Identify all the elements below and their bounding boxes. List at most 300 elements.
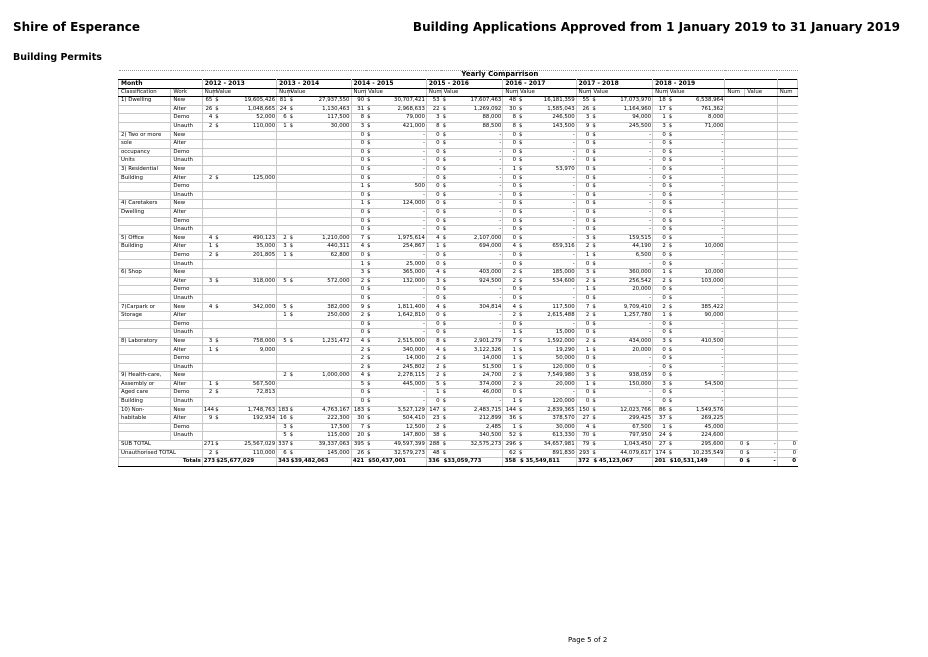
value-cell xyxy=(441,440,503,449)
currency-sign: $ xyxy=(442,415,446,422)
num-header: Num xyxy=(503,88,518,97)
num-cell: 48 xyxy=(503,97,518,106)
value-cell xyxy=(441,363,503,372)
value-cell xyxy=(288,440,351,449)
value-cell xyxy=(214,269,277,278)
table-row xyxy=(119,131,798,140)
amount: - xyxy=(649,355,652,362)
num-cell: 0 xyxy=(576,329,591,338)
num-cell: 395 xyxy=(351,440,366,449)
value-cell xyxy=(441,423,503,432)
num-cell xyxy=(277,397,289,406)
table-row xyxy=(119,389,798,398)
num-cell: 0 xyxy=(576,397,591,406)
num-cell xyxy=(277,269,289,278)
num-cell: 30 xyxy=(503,105,518,114)
value-cell xyxy=(441,406,503,415)
amount: - xyxy=(572,217,575,224)
value-cell xyxy=(366,432,427,441)
num-cell: 4 xyxy=(576,423,591,432)
totals-row xyxy=(119,458,798,467)
currency-sign: $ xyxy=(592,337,596,344)
value-cell xyxy=(288,294,351,303)
totals-label: Totals xyxy=(119,458,203,467)
amount: 2,968,633 xyxy=(397,105,425,112)
value-header: Value xyxy=(591,88,653,97)
num-cell: 0 xyxy=(426,165,441,174)
classification-cell xyxy=(119,251,171,260)
work-cell: New xyxy=(171,372,202,381)
num-cell: 26 xyxy=(576,105,591,114)
currency-sign: $ xyxy=(519,260,523,267)
value-cell xyxy=(667,105,725,114)
amount: 613,330 xyxy=(552,432,575,439)
currency-sign: $ xyxy=(592,191,596,198)
value-cell xyxy=(441,346,503,355)
value-cell xyxy=(288,449,351,458)
value-cell xyxy=(288,269,351,278)
num-cell: 0 xyxy=(653,389,668,398)
period-header: 2012 - 2013 xyxy=(202,80,276,89)
table-row xyxy=(119,294,798,303)
value-cell xyxy=(591,406,653,415)
currency-sign: $ xyxy=(289,277,294,284)
value-cell xyxy=(288,380,351,389)
num-cell xyxy=(777,337,797,346)
amount: 53,970 xyxy=(555,166,575,173)
amount: - xyxy=(649,174,652,181)
value-cell xyxy=(591,397,653,406)
value-cell xyxy=(366,157,427,166)
num-cell: 1 xyxy=(426,389,441,398)
table-row xyxy=(119,372,798,381)
num-cell xyxy=(202,286,214,295)
value-cell xyxy=(288,200,351,209)
value-cell xyxy=(214,286,277,295)
currency-sign: $ xyxy=(215,243,219,250)
num-cell xyxy=(725,243,745,252)
num-cell xyxy=(202,165,214,174)
num-cell: 2 xyxy=(653,277,668,286)
num-cell: 5 xyxy=(277,303,289,312)
num-cell xyxy=(777,423,797,432)
amount: - xyxy=(422,140,425,147)
amount: - xyxy=(422,329,425,336)
value-cell xyxy=(667,140,725,149)
num-cell xyxy=(725,122,745,131)
value-cell xyxy=(591,389,653,398)
amount: 1,210,000 xyxy=(322,234,350,241)
num-cell xyxy=(725,174,745,183)
num-cell: 2 xyxy=(351,346,366,355)
currency-sign: $ xyxy=(592,234,596,241)
currency-sign: $ xyxy=(215,406,219,413)
currency-sign: $ xyxy=(668,286,673,293)
value-cell xyxy=(288,406,351,415)
num-cell xyxy=(277,286,289,295)
num-cell: 53 xyxy=(426,97,441,106)
num-cell xyxy=(725,200,745,209)
value-cell xyxy=(214,415,277,424)
value-cell xyxy=(366,346,427,355)
value-cell xyxy=(288,105,351,114)
num-cell: 271 xyxy=(203,441,215,448)
table-row xyxy=(119,97,798,106)
amount: 3,527,129 xyxy=(397,406,425,413)
num-cell: 0 xyxy=(426,294,441,303)
num-cell: 2 xyxy=(503,269,518,278)
num-cell xyxy=(777,415,797,424)
currency-sign: $ xyxy=(592,209,596,215)
value-cell xyxy=(745,440,777,449)
currency-sign: $ xyxy=(668,363,673,370)
num-cell: 0 xyxy=(351,286,366,295)
num-cell xyxy=(725,191,745,200)
amount: - xyxy=(572,174,575,181)
value-cell xyxy=(518,226,577,235)
currency-sign: $ xyxy=(746,449,750,456)
currency-sign: $ xyxy=(668,243,673,250)
col-classification: Classification xyxy=(119,88,171,97)
currency-sign: $ xyxy=(519,174,523,181)
unauth-total-row xyxy=(119,449,798,458)
value-cell xyxy=(214,114,277,123)
num-cell xyxy=(725,226,745,235)
value-cell xyxy=(288,277,351,286)
num-cell: 0 xyxy=(503,148,518,157)
amount: 30,000 xyxy=(555,423,575,430)
num-cell xyxy=(777,320,797,329)
value-cell xyxy=(214,329,277,338)
num-cell: 0 xyxy=(503,191,518,200)
num-cell: 7 xyxy=(576,303,591,312)
amount: - xyxy=(422,148,425,155)
amount: 2,901,279 xyxy=(473,337,502,344)
amount: 2,278,115 xyxy=(397,372,425,379)
amount: 254,867 xyxy=(402,243,425,250)
value-cell xyxy=(288,286,351,295)
num-cell: 0 xyxy=(503,131,518,140)
value-cell xyxy=(441,105,503,114)
num-cell xyxy=(277,346,289,355)
amount: 201,805 xyxy=(252,251,276,258)
amount: 27,937,550 xyxy=(318,97,350,104)
num-cell: 0 xyxy=(426,217,441,226)
value-cell xyxy=(214,303,277,312)
amount: - xyxy=(499,183,502,190)
num-cell xyxy=(202,329,214,338)
num-cell xyxy=(725,312,745,321)
num-cell xyxy=(725,415,745,424)
currency-sign: $ xyxy=(519,191,523,198)
period-header: 2014 - 2015 xyxy=(351,80,426,89)
num-cell xyxy=(777,97,797,106)
value-cell xyxy=(745,131,777,140)
num-cell xyxy=(777,363,797,372)
currency-sign: $ xyxy=(289,441,294,448)
currency-sign: $ xyxy=(668,337,673,344)
amount: - xyxy=(499,174,502,181)
num-cell: 1 xyxy=(503,355,518,364)
num-cell xyxy=(777,105,797,114)
currency-sign: $ xyxy=(367,183,371,190)
value-cell xyxy=(366,337,427,346)
value-cell xyxy=(441,320,503,329)
amount: - xyxy=(499,140,502,147)
value-cell: $33,059,773 xyxy=(441,458,503,467)
value-cell xyxy=(518,406,577,415)
value-cell xyxy=(745,114,777,123)
num-cell: 2 xyxy=(576,312,591,321)
value-cell xyxy=(518,105,577,114)
currency-sign: $ xyxy=(367,286,371,293)
currency-sign: $ xyxy=(668,355,673,362)
value-cell xyxy=(366,234,427,243)
currency-sign: $ xyxy=(519,140,523,147)
num-cell: 0 xyxy=(653,397,668,406)
amount: - xyxy=(649,363,652,370)
value-cell xyxy=(288,432,351,441)
amount: - xyxy=(572,251,575,258)
num-cell: 0 xyxy=(503,157,518,166)
currency-sign: $ xyxy=(442,97,446,104)
value-cell xyxy=(667,320,725,329)
num-cell: 3 xyxy=(653,122,668,131)
num-cell: 36 xyxy=(503,415,518,424)
num-cell: 0 xyxy=(725,449,745,458)
num-cell xyxy=(202,372,214,381)
num-cell xyxy=(777,269,797,278)
num-cell: 2 xyxy=(426,363,441,372)
currency-sign: $ xyxy=(592,423,596,430)
classification-cell: Units xyxy=(119,157,171,166)
currency-sign: $ xyxy=(519,329,523,336)
amount: - xyxy=(422,131,425,138)
classification-cell xyxy=(119,320,171,329)
num-cell xyxy=(725,97,745,106)
value-cell xyxy=(745,226,777,235)
num-cell xyxy=(277,260,289,269)
value-cell xyxy=(288,251,351,260)
num-cell: 0 xyxy=(426,140,441,149)
period-header: 2016 - 2017 xyxy=(503,80,576,89)
classification-cell: Building xyxy=(119,174,171,183)
num-cell: 288 xyxy=(426,440,441,449)
value-cell xyxy=(288,346,351,355)
currency-sign: $ xyxy=(442,243,446,250)
num-cell: 0 xyxy=(653,208,668,217)
currency-sign: $ xyxy=(519,286,523,293)
num-cell: 2 xyxy=(576,337,591,346)
amount: 192,934 xyxy=(252,415,276,422)
num-cell xyxy=(202,294,214,303)
currency-sign: $ xyxy=(746,458,751,465)
num-cell: 0 xyxy=(426,148,441,157)
currency-sign: $ xyxy=(668,398,673,405)
num-cell: 2 xyxy=(202,174,214,183)
num-cell xyxy=(777,303,797,312)
num-cell: 0 xyxy=(503,251,518,260)
num-cell: 0 xyxy=(576,200,591,209)
classification-cell xyxy=(119,183,171,192)
period-header: 2013 - 2014 xyxy=(277,80,351,89)
currency-sign: $ xyxy=(519,320,523,327)
num-cell: 1 xyxy=(653,312,668,321)
amount: - xyxy=(721,389,724,396)
num-cell xyxy=(725,114,745,123)
value-cell xyxy=(518,303,577,312)
currency-sign: $ xyxy=(592,226,596,233)
value-cell xyxy=(214,320,277,329)
num-cell xyxy=(277,140,289,149)
value-cell xyxy=(591,217,653,226)
amount: - xyxy=(721,234,724,241)
num-cell: 81 xyxy=(277,97,289,106)
amount: - xyxy=(499,217,502,224)
amount: 143,500 xyxy=(552,123,575,130)
work-cell: New xyxy=(171,406,202,415)
currency-sign: $ xyxy=(592,269,596,276)
amount: - xyxy=(422,286,425,293)
amount: - xyxy=(422,226,425,233)
currency-sign: $ xyxy=(367,423,371,430)
amount: - xyxy=(649,226,652,233)
num-cell: 1 xyxy=(576,346,591,355)
value-cell xyxy=(591,97,653,106)
amount: - xyxy=(721,398,724,405)
amount: 2,515,000 xyxy=(397,337,425,344)
value-cell xyxy=(518,234,577,243)
currency-sign: $ xyxy=(215,105,219,112)
value-cell xyxy=(288,97,351,106)
num-cell xyxy=(277,363,289,372)
num-cell xyxy=(777,329,797,338)
classification-cell xyxy=(119,355,171,364)
amount: - xyxy=(773,458,776,465)
num-cell: 1 xyxy=(277,312,289,321)
amount: 245,802 xyxy=(402,363,425,370)
amount: - xyxy=(572,389,575,396)
num-cell: 0 xyxy=(503,174,518,183)
num-cell: 3 xyxy=(653,337,668,346)
value-cell xyxy=(591,226,653,235)
work-cell: Unauth xyxy=(171,226,202,235)
classification-cell xyxy=(119,191,171,200)
currency-sign: $ xyxy=(519,415,523,422)
amount: - xyxy=(721,166,724,173)
value-cell xyxy=(591,269,653,278)
amount: 891,830 xyxy=(552,449,575,456)
amount: 304,814 xyxy=(479,303,502,310)
value-cell xyxy=(667,114,725,123)
table-row xyxy=(119,260,798,269)
value-cell xyxy=(518,312,577,321)
amount: 147,800 xyxy=(402,432,425,439)
currency-sign: $ xyxy=(289,337,294,344)
currency-sign: $ xyxy=(592,363,596,370)
num-cell: 0 xyxy=(653,329,668,338)
classification-cell xyxy=(119,260,171,269)
num-header: Num xyxy=(202,88,214,97)
value-cell xyxy=(591,380,653,389)
value-cell xyxy=(366,355,427,364)
value-cell xyxy=(441,243,503,252)
amount: 145,000 xyxy=(327,449,350,456)
amount: - xyxy=(422,320,425,327)
num-cell: 0 xyxy=(351,165,366,174)
value-cell xyxy=(441,389,503,398)
amount: - xyxy=(721,217,724,224)
num-cell: 4 xyxy=(202,303,214,312)
currency-sign: $ xyxy=(668,105,673,112)
num-cell: 0 xyxy=(426,251,441,260)
currency-sign: $ xyxy=(215,234,219,241)
num-cell: 2 xyxy=(202,122,214,131)
value-cell xyxy=(214,191,277,200)
currency-sign: $ xyxy=(519,423,523,430)
value-cell: $50,437,001 xyxy=(366,458,427,467)
value-cell xyxy=(591,423,653,432)
currency-sign: $ xyxy=(592,200,596,207)
value-cell xyxy=(591,312,653,321)
value-cell xyxy=(288,122,351,131)
num-cell: 3 xyxy=(576,269,591,278)
num-cell: 90 xyxy=(351,97,366,106)
value-cell xyxy=(366,226,427,235)
classification-cell xyxy=(119,105,171,114)
amount: - xyxy=(649,166,652,173)
num-cell xyxy=(202,320,214,329)
currency-sign: $ xyxy=(519,157,523,164)
amount: 10,235,549 xyxy=(692,449,724,456)
amount: 44,190 xyxy=(632,243,652,250)
currency-sign: $ xyxy=(367,355,371,362)
classification-cell xyxy=(119,294,171,303)
value-cell xyxy=(288,329,351,338)
num-cell xyxy=(725,105,745,114)
currency-sign: $ xyxy=(592,131,596,138)
amount: 342,000 xyxy=(252,303,276,310)
table-row xyxy=(119,380,798,389)
amount: 6,538,964 xyxy=(695,97,724,104)
currency-sign: $ xyxy=(519,363,523,370)
num-cell xyxy=(777,234,797,243)
currency-sign: $ xyxy=(289,105,294,112)
num-cell: 421 xyxy=(352,458,365,465)
currency-sign: $ xyxy=(367,157,371,164)
amount: 1,975,614 xyxy=(397,234,425,241)
table-row xyxy=(119,397,798,406)
value-cell xyxy=(591,243,653,252)
currency-sign: $ xyxy=(592,389,596,396)
work-cell: Unauth xyxy=(171,122,202,131)
classification-cell: 4) Caretakers xyxy=(119,200,171,209)
num-cell xyxy=(725,251,745,260)
work-cell: Alter xyxy=(171,208,202,217)
num-cell: 2 xyxy=(202,251,214,260)
value-cell xyxy=(366,165,427,174)
amount: - xyxy=(572,234,575,241)
value-cell xyxy=(745,355,777,364)
currency-sign: $ xyxy=(668,191,673,198)
currency-sign: $ xyxy=(367,329,371,336)
num-cell: 0 xyxy=(426,260,441,269)
currency-sign: $ xyxy=(668,320,673,327)
num-cell xyxy=(777,380,797,389)
num-cell: 9 xyxy=(576,122,591,131)
num-cell xyxy=(725,131,745,140)
value-cell xyxy=(667,372,725,381)
